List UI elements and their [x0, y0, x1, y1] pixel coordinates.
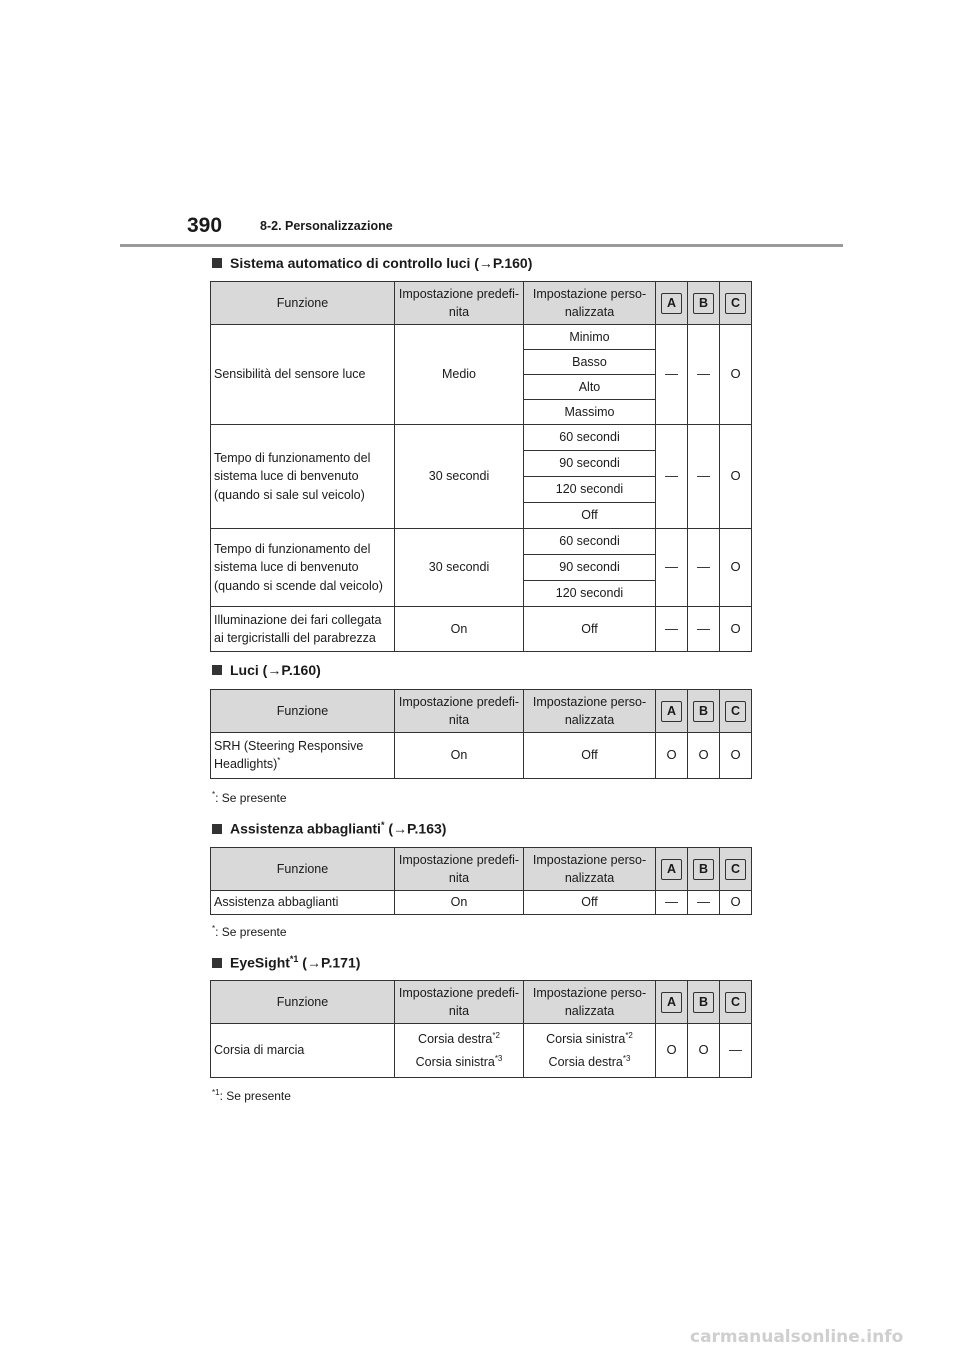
cell-default: On — [395, 607, 524, 652]
cell-b: O — [688, 733, 720, 779]
header-funzione: Funzione — [211, 282, 395, 325]
cell-b: O — [688, 1024, 720, 1078]
header-custom: Impostazione perso-nalizzata — [524, 848, 656, 891]
cell-option: 120 secondi — [524, 581, 656, 607]
square-bullet-icon — [212, 824, 222, 834]
table-header-row — [211, 282, 752, 325]
header-c — [720, 981, 752, 1024]
section-title-high-beam-assist: Assistenza abbaglianti* (→P.163) — [212, 820, 446, 837]
cell-option: 60 secondi — [524, 529, 656, 555]
header-divider — [120, 244, 843, 247]
header-custom: Impostazione perso-nalizzata — [524, 981, 656, 1024]
cell-b: — — [688, 607, 720, 652]
footnote: *: Se presente — [212, 924, 287, 939]
square-bullet-icon — [212, 958, 222, 968]
cell-c: — — [720, 1024, 752, 1078]
badge-a: A — [661, 293, 682, 314]
header-a — [656, 282, 688, 325]
cell-a: O — [656, 1024, 688, 1078]
header-a — [656, 690, 688, 733]
section-title-eyesight: EyeSight$^{*1}$ (→P.171) — [212, 954, 360, 971]
cell-default: 30 secondi — [395, 425, 524, 529]
cell-option: Off — [524, 733, 656, 779]
cell-funzione: Assistenza abbaglianti — [211, 891, 395, 915]
table-row — [211, 425, 752, 451]
cell-c: O — [720, 607, 752, 652]
cell-default: Corsia destra$^{*2}$ Corsia sinistra$^{*3}$ — [395, 1024, 524, 1078]
header-c — [720, 690, 752, 733]
cell-option: Off — [524, 891, 656, 915]
cell-option: Off — [524, 503, 656, 529]
table-eyesight — [210, 980, 752, 1078]
header-custom: Impostazione perso-nalizzata — [524, 282, 656, 325]
cell-funzione: Illuminazione dei fari collegata ai tergicristalli del parabrezza — [211, 607, 395, 652]
chapter-title: 8-2. Personalizzazione — [260, 219, 393, 233]
cell-default: On — [395, 891, 524, 915]
cell-c: O — [720, 325, 752, 425]
cell-a: — — [656, 607, 688, 652]
header-a — [656, 981, 688, 1024]
table-row — [211, 1024, 752, 1078]
badge-c: C — [725, 859, 746, 880]
cell-option: Minimo — [524, 325, 656, 350]
header-c — [720, 848, 752, 891]
cell-c: O — [720, 425, 752, 529]
cell-b: — — [688, 425, 720, 529]
square-bullet-icon — [212, 258, 222, 268]
badge-b: B — [693, 992, 714, 1013]
cell-b: — — [688, 325, 720, 425]
table-row — [211, 325, 752, 350]
page-number: 390 — [187, 214, 223, 237]
badge-a: A — [661, 992, 682, 1013]
badge-c: C — [725, 992, 746, 1013]
cell-option: Massimo — [524, 400, 656, 425]
cell-a: — — [656, 425, 688, 529]
header-funzione: Funzione — [211, 848, 395, 891]
cell-option: Off — [524, 607, 656, 652]
table-row — [211, 733, 752, 779]
table-row — [211, 891, 752, 915]
header-default: Impostazione predefi-nita — [395, 690, 524, 733]
cell-funzione: Tempo di funzionamento del sistema luce di benvenuto (quando si sale sul veicolo) — [211, 425, 395, 529]
cell-c: O — [720, 733, 752, 779]
header-b — [688, 282, 720, 325]
header-a — [656, 848, 688, 891]
square-bullet-icon — [212, 665, 222, 675]
cell-option: Alto — [524, 375, 656, 400]
header-c — [720, 282, 752, 325]
cell-a: — — [656, 529, 688, 607]
cell-c: O — [720, 891, 752, 915]
badge-b: B — [693, 293, 714, 314]
table-row — [211, 529, 752, 555]
badge-b: B — [693, 701, 714, 722]
table-header-row — [211, 848, 752, 891]
header-funzione: Funzione — [211, 690, 395, 733]
cell-funzione: SRH (Steering Responsive Headlights)* — [211, 733, 395, 779]
cell-b: — — [688, 891, 720, 915]
header-funzione: Funzione — [211, 981, 395, 1024]
footnote: *: Se presente — [212, 790, 287, 805]
header-custom: Impostazione perso-nalizzata — [524, 690, 656, 733]
badge-c: C — [725, 293, 746, 314]
cell-option: 90 secondi — [524, 451, 656, 477]
cell-default: 30 secondi — [395, 529, 524, 607]
table-light-control — [210, 281, 752, 652]
header-default: Impostazione predefi-nita — [395, 282, 524, 325]
header-b — [688, 690, 720, 733]
table-row — [211, 607, 752, 652]
table-high-beam-assist — [210, 847, 752, 915]
watermark: carmanualsonline.info — [690, 1327, 904, 1347]
cell-default: On — [395, 733, 524, 779]
table-header-row — [211, 690, 752, 733]
cell-option: 120 secondi — [524, 477, 656, 503]
cell-c: O — [720, 529, 752, 607]
cell-b: — — [688, 529, 720, 607]
cell-option: Corsia sinistra$^{*2}$ Corsia destra$^{*3}$ — [524, 1024, 656, 1078]
cell-default: Medio — [395, 325, 524, 425]
section-title-light-control: Sistema automatico di controllo luci (→P.160) — [212, 255, 532, 271]
table-header-row — [211, 981, 752, 1024]
cell-option: 60 secondi — [524, 425, 656, 451]
section-title-lights: Luci (→P.160) — [212, 662, 321, 678]
cell-a: — — [656, 891, 688, 915]
badge-c: C — [725, 701, 746, 722]
badge-b: B — [693, 859, 714, 880]
badge-a: A — [661, 859, 682, 880]
cell-funzione: Tempo di funzionamento del sistema luce di benvenuto (quando si scende dal veicolo) — [211, 529, 395, 607]
cell-option: Basso — [524, 350, 656, 375]
footnote: $^{*1}$: Se presente — [212, 1088, 291, 1103]
cell-a: — — [656, 325, 688, 425]
header-default: Impostazione predefi-nita — [395, 981, 524, 1024]
cell-funzione: Sensibilità del sensore luce — [211, 325, 395, 425]
header-default: Impostazione predefi-nita — [395, 848, 524, 891]
header-b — [688, 981, 720, 1024]
cell-funzione: Corsia di marcia — [211, 1024, 395, 1078]
header-b — [688, 848, 720, 891]
badge-a: A — [661, 701, 682, 722]
cell-a: O — [656, 733, 688, 779]
table-lights — [210, 689, 752, 779]
cell-option: 90 secondi — [524, 555, 656, 581]
